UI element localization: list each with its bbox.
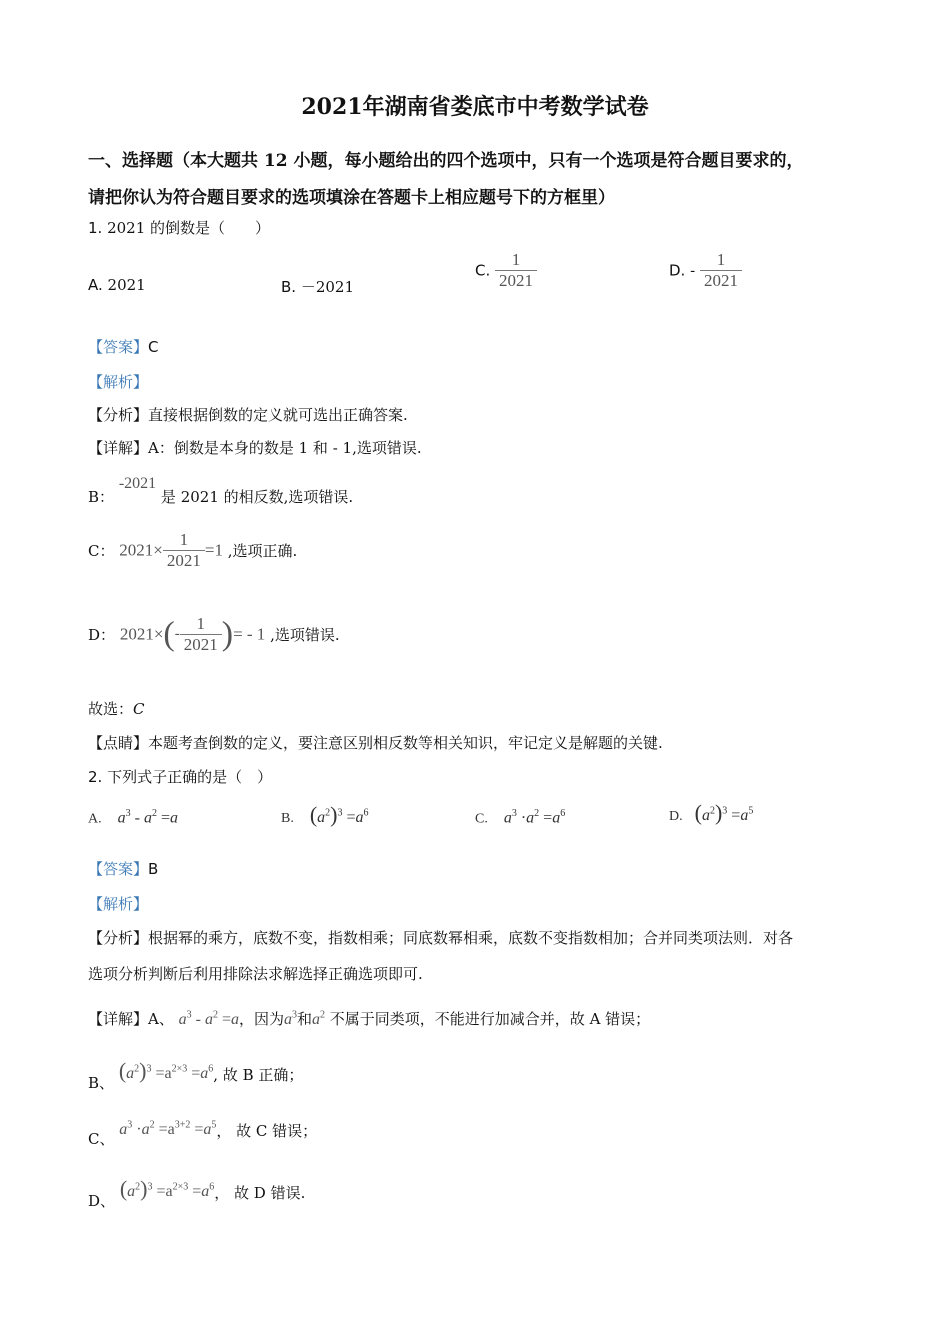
detail-c-math-post: =1 <box>204 540 223 560</box>
xiangjie-tag: 【详解】 <box>88 439 149 457</box>
option-b-value: －2021 <box>300 278 355 296</box>
dianjing-tag: 【点睛】 <box>88 734 149 752</box>
detail-b-text: , 故 B 正确； <box>213 1066 304 1084</box>
q1-analysis-tag: 【解析】 <box>88 373 149 391</box>
answer-tag: 【答案】 <box>88 338 149 356</box>
q1-dianjing <box>88 732 663 753</box>
q1-xiangjie <box>88 437 422 458</box>
option-c-label: C. <box>475 261 491 280</box>
option-a-label: A. <box>88 276 103 294</box>
option-a-label: A. <box>88 811 102 827</box>
detail-d-label: D： <box>88 626 116 644</box>
dianjing-text: 本题考查倒数的定义，要注意区别相反数等相关知识，牢记定义是解题的关键. <box>148 734 663 752</box>
option-d-fraction <box>700 250 742 291</box>
detail-d-text: ， 故 D 错误. <box>214 1184 306 1202</box>
fraction-denominator: 2021 <box>495 270 537 291</box>
fraction-denominator: 2021 <box>180 634 222 655</box>
q2-option-a: A. $a^3 - a^2 =a$ <box>88 808 178 827</box>
detail-b-label: B： <box>88 488 115 506</box>
q1-stem-text: 2021 的倒数是（ ） <box>107 219 271 237</box>
q2-detail-b: B、 $(a^2)^3 =a^{2\times 3} =a^6$, 故 B 正确； <box>88 1058 304 1092</box>
q1-stem <box>88 217 270 238</box>
q1-number: 1. <box>88 219 103 237</box>
q1-option-d <box>669 250 742 291</box>
minus-sign: - <box>690 261 696 280</box>
fraction-denominator: 2021 <box>163 550 205 571</box>
q1-detail-b <box>88 472 354 506</box>
q2-detail-c: C、 $a^3 \cdot a^2 =a^{3+2} =a^5$， 故 C 错误； <box>88 1119 318 1148</box>
q2-answer <box>88 858 158 879</box>
left-paren-icon: ( <box>163 615 175 653</box>
detail-a-text2: 不属于同类项，不能进行加减合并，故 A 错误； <box>329 1010 651 1028</box>
detail-d-text: ,选项错误. <box>270 626 340 644</box>
detail-c-text: ,选项正确. <box>227 542 298 560</box>
fenxi-tag: 【分析】 <box>88 406 149 424</box>
fraction-numerator: 1 <box>196 614 205 633</box>
q2-analysis-tag: 【解析】 <box>88 895 149 913</box>
q2-number: 2. <box>88 768 103 786</box>
fraction-denominator: 2021 <box>700 270 742 291</box>
detail-c-fraction <box>163 530 205 571</box>
section-header-line2: 请把你认为符合题目要求的选项填涂在答题卡上相应题号下的方框里） <box>88 188 615 208</box>
option-c-label: C. <box>475 811 488 827</box>
detail-c-math-pre: 2021× <box>119 540 163 560</box>
option-d-label: D. <box>669 809 683 824</box>
q2-stem <box>88 766 272 787</box>
right-paren-icon: ) <box>221 615 234 653</box>
q1-option-c <box>475 250 537 291</box>
option-a-value: 2021 <box>107 276 146 294</box>
detail-d-math-post: = - 1 <box>233 624 266 644</box>
detail-c-text: ， 故 C 错误； <box>216 1122 318 1140</box>
q1-option-a <box>88 276 146 294</box>
q1-choose <box>88 698 145 719</box>
q2-detail-d: D、 $(a^2)^3 =a^{2\times 3} =a^6$， 故 D 错误. <box>88 1176 306 1210</box>
answer-value: B <box>148 860 159 878</box>
detail-a-text: ，因为 <box>238 1010 284 1028</box>
q1-fenxi <box>88 404 408 425</box>
q2-option-c: C. $a^3 \cdot a^2 =a^6$ <box>475 808 566 827</box>
detail-b-math: -2021 <box>118 475 157 492</box>
choose-label: 故选： <box>88 700 134 718</box>
q2-option-b: B. $(a^2)^3 =a^6$ <box>281 802 369 827</box>
q2-fenxi-line1 <box>88 927 793 948</box>
detail-d-sign: - <box>174 626 180 642</box>
q1-option-b <box>281 276 354 297</box>
xiangjie-a-text: A：倒数是本身的数是 1 和 - 1,选项错误. <box>148 439 422 457</box>
answer-value: C <box>148 338 159 356</box>
fenxi-text: 直接根据倒数的定义就可选出正确答案. <box>148 406 408 424</box>
option-d-label: D. <box>669 261 686 280</box>
answer-tag: 【答案】 <box>88 860 149 878</box>
fraction-numerator: 1 <box>511 250 521 269</box>
section-header-line1: 一、选择题（本大题共 12 小题，每小题给出的四个选项中，只有一个选项是符合题目要求的， <box>88 151 804 171</box>
option-b-label: B. <box>281 811 294 826</box>
fenxi-text-1: 根据幂的乘方，底数不变，指数相乘；同底数幂相乘，底数不变指数相加；合并同类项法则．对各 <box>148 929 794 947</box>
option-b-label: B. <box>281 278 297 296</box>
option-c-fraction <box>495 250 537 291</box>
xiangjie-tag: 【详解】 <box>88 1010 149 1028</box>
q2-detail-a: 【详解】A、 $a^3 - a^2 =a$，因为$a^3$和$a^2$ 不属于同类项，不能进行加减合并，故 A 错误； <box>88 1009 651 1028</box>
detail-c-label: C： <box>88 542 115 560</box>
detail-b-text: 是 2021 的相反数,选项错误. <box>160 488 354 506</box>
detail-d-fraction <box>180 614 222 655</box>
fraction-numerator: 1 <box>179 530 189 549</box>
q1-detail-d <box>88 614 340 655</box>
q2-fenxi-line2: 选项分析判断后利用排除法求解选择正确选项即可. <box>88 965 423 983</box>
page-title: 2021年湖南省娄底市中考数学试卷 <box>301 94 649 120</box>
q2-stem-text: 下列式子正确的是（ ） <box>107 768 273 786</box>
q1-detail-c <box>88 530 297 571</box>
fraction-numerator: 1 <box>716 250 726 269</box>
choose-value: C <box>133 700 145 718</box>
q1-answer <box>88 336 159 357</box>
q2-option-d: D. $(a^2)^3 =a^5$ <box>669 800 754 825</box>
detail-d-math-pre: 2021× <box>119 624 164 644</box>
fenxi-tag: 【分析】 <box>88 929 149 947</box>
and-text: 和 <box>297 1010 313 1028</box>
